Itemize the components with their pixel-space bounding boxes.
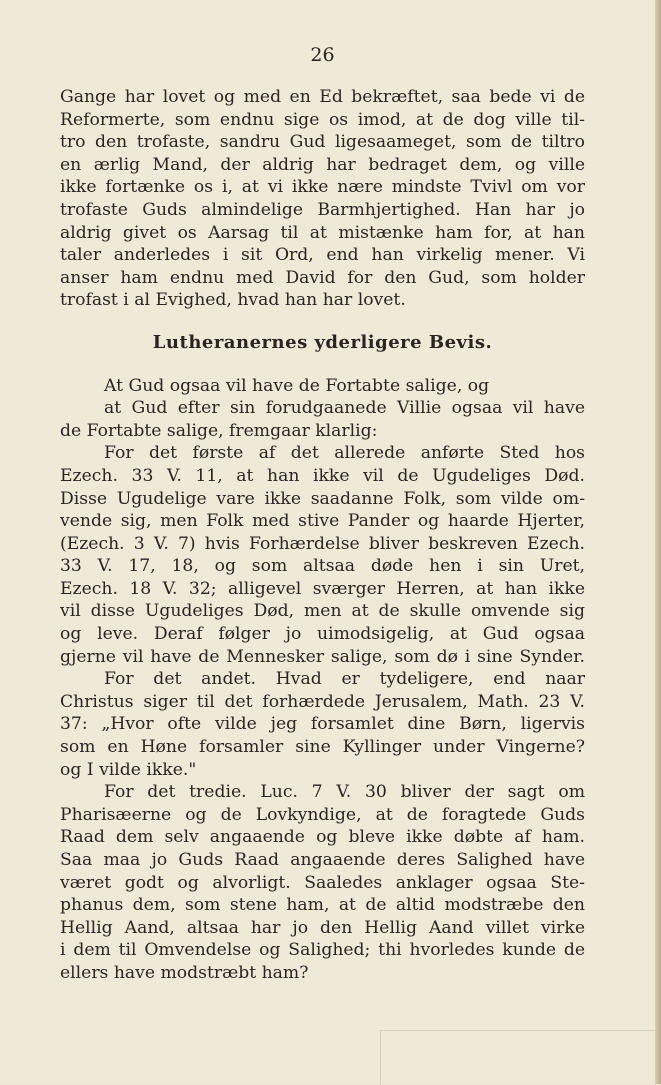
text-line: taler anderledes i sit Ord, end han virkelig mener. Vi — [60, 245, 585, 266]
page-edge — [655, 0, 661, 1084]
text-line: trofast i al Evighed, hvad han har lovet. — [60, 290, 406, 311]
text-line: i dem til Omvendelse og Salighed; thi hvorledes kunde de — [60, 940, 585, 961]
text-line: anser ham endnu med David for den Gud, som holder — [60, 267, 585, 288]
paragraph-1 — [60, 86, 585, 312]
paragraph-5 — [60, 781, 585, 984]
text-line: som en Høne forsamler sine Kyllinger under Vingerne? — [60, 737, 585, 758]
text-line: Ezech. 18 V. 32; alligevel sværger Herren, at han ikke — [60, 578, 585, 599]
text-line: tro den trofaste, sandru Gud ligesaameget, som de tiltro — [60, 132, 585, 153]
page-fold-mark — [380, 1030, 656, 1085]
text-line: og I vilde ikke." — [60, 759, 197, 780]
body-text — [60, 86, 585, 985]
text-line: For det andet. Hvad er tydeligere, end naar — [104, 669, 585, 690]
text-line: (Ezech. 3 V. 7) hvis Forhærdelse bliver beskreven Ezech. — [60, 533, 585, 554]
paragraph-3 — [60, 442, 585, 668]
page-number: 26 — [310, 44, 335, 66]
text-line: været godt og alvorligt. Saaledes anklager ogsaa Ste- — [60, 872, 585, 893]
text-line: gjerne vil have de Mennesker salige, som dø i sine Synder. — [60, 646, 585, 667]
text-line: For det tredie. Luc. 7 V. 30 bliver der sagt om — [104, 782, 585, 803]
text-line: Raad dem selv angaaende og bleve ikke døbte af ham. — [60, 827, 585, 848]
text-line: For det første af det allerede anførte Sted hos — [104, 443, 585, 464]
text-line: Saa maa jo Guds Raad angaaende deres Salighed have — [60, 850, 585, 870]
section-heading: Lutheranernes yderligere Bevis. — [152, 331, 493, 353]
text-line: Hellig Aand, altsaa har jo den Hellig Aand villet virke — [60, 917, 585, 938]
text-line: at Gud efter sin forudgaanede Villie ogsaa vil have — [104, 398, 585, 419]
text-line: 33 V. 17, 18, og som altsaa døde hen i sin Uret, — [60, 556, 585, 577]
text-line: phanus dem, som stene ham, at de altid modstræbe den — [60, 895, 585, 916]
text-line: At Gud ogsaa vil have de Fortabte salige, og — [104, 375, 490, 396]
text-line: Disse Ugudelige vare ikke saadanne Folk, som vilde om- — [60, 488, 585, 509]
text-line: Reformerte, som endnu sige os imod, at de dog ville til- — [60, 109, 585, 130]
text-line: vil disse Ugudeliges Død, men at de skulle omvende sig — [60, 601, 585, 622]
text-line: ikke fortænke os i, at vi ikke nære mindste Tvivl om vor — [60, 177, 585, 198]
text-line: Pharisæerne og de Lovkyndige, at de foragtede Guds — [60, 804, 585, 825]
text-line: Gange har lovet og med en Ed bekræftet, saa bede vi de — [60, 87, 585, 107]
text-line: og leve. Deraf følger jo uimodsigelig, at Gud ogsaa — [60, 624, 585, 645]
paragraph-2 — [60, 375, 585, 443]
paragraph-4 — [60, 668, 585, 781]
text-line: Christus siger til det forhærdede Jerusalem, Math. 23 V. — [60, 691, 585, 712]
text-line: ellers have modstræbt ham? — [60, 962, 309, 983]
text-line: vende sig, men Folk med stive Pander og haarde Hjerter, — [60, 511, 585, 532]
text-line: en ærlig Mand, der aldrig har bedraget dem, og ville — [60, 154, 585, 175]
text-line: Ezech. 33 V. 11, at han ikke vil de Ugudeliges Død. — [60, 465, 585, 486]
text-line: trofaste Guds almindelige Barmhjertighed. Han har jo — [60, 199, 585, 220]
text-line: aldrig givet os Aarsag til at mistænke ham for, at han — [60, 222, 585, 243]
text-line: de Fortabte salige, fremgaar klarlig: — [60, 420, 378, 441]
text-line: 37: „Hvor ofte vilde jeg forsamlet dine Børn, ligervis — [60, 714, 585, 735]
